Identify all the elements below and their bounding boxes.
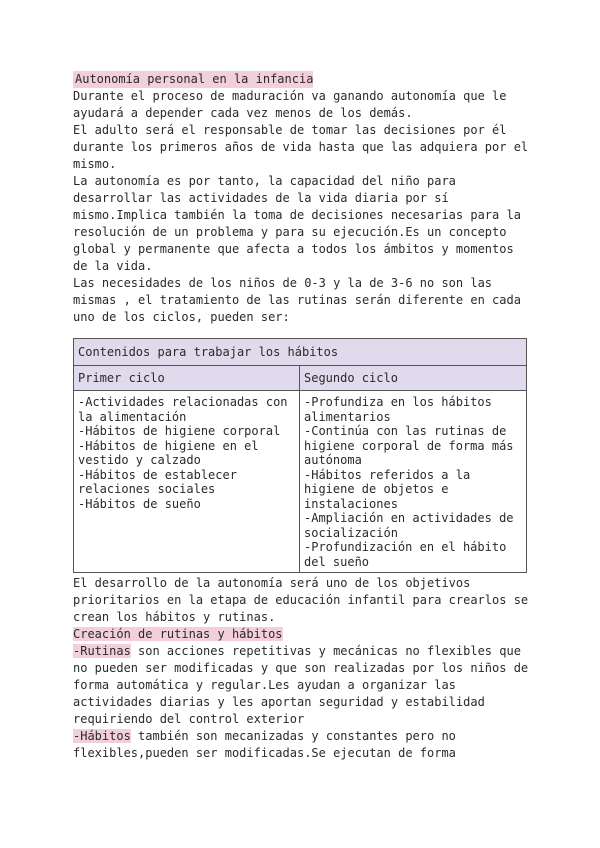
habitos-paragraph xyxy=(73,728,533,762)
col2-item: -Continúa con las rutinas de higiene corporal de forma más autónoma xyxy=(304,424,514,467)
after-table-paragraph: El desarrollo de la autonomía será uno de los objetivos prioritarios en la etapa de educación infantil para crearlos se crean los hábitos y rutinas. xyxy=(73,576,536,624)
col1-cell xyxy=(74,391,300,573)
intro-paragraph-3: La autonomía es por tanto, la capacidad del niño para desarrollar las actividades de la vida diaria por sí mismo.Implica también la toma de decisiones necesarias para la resolución de un problema y para su ejecución.Es un concepto global y permanente que afecta a todos los ámbitos y momentos de la vida. xyxy=(73,174,529,273)
col1-item: -Hábitos de sueño xyxy=(78,496,201,511)
intro-paragraph-2: El adulto será el responsable de tomar las decisiones por él durante los primeros años de vida hasta que las adquiera por el mismo. xyxy=(73,123,536,171)
col1-title: Primer ciclo xyxy=(74,366,300,391)
col2-title: Segundo ciclo xyxy=(300,366,527,391)
col1-item: -Hábitos de establecer relaciones sociales xyxy=(78,467,237,496)
col2-item: -Profundización en el hábito del sueño xyxy=(304,540,507,569)
col2-item: -Hábitos referidos a la higiene de objetos e instalaciones xyxy=(304,467,471,511)
section-title-line xyxy=(73,626,533,643)
col2-item: -Ampliación en actividades de socialización xyxy=(304,511,514,540)
rutinas-paragraph xyxy=(73,643,536,728)
rutinas-text: son acciones repetitivas y mecánicas no flexibles que no pueden ser modificadas y que son realizadas por los niños de forma automática y regular.Les ayudan a organizar las actividades diarias y les aportan seguridad y estabilidad requiriendo del control exterior xyxy=(73,644,536,726)
col1-item: -Hábitos de higiene en el vestido y calzado xyxy=(78,438,259,467)
habitos-term: -Hábitos xyxy=(73,729,131,743)
doc-title: Autonomía personal en la infancia xyxy=(75,72,314,86)
col2-item: -Profundiza en los hábitos alimentarios xyxy=(304,395,492,424)
section-title: Creación de rutinas y hábitos xyxy=(73,627,283,641)
rutinas-term: -Rutinas xyxy=(73,644,131,658)
intro-paragraph-1: Durante el proceso de maduración va ganando autonomía que le ayudará a depender cada vez menos de los demás. xyxy=(73,89,514,120)
col1-item: -Actividades relacionadas con la alimentación xyxy=(78,395,288,424)
col1-item: -Hábitos de higiene corporal xyxy=(78,424,281,438)
table-header: Contenidos para trabajar los hábitos xyxy=(74,339,527,366)
doc-title-line xyxy=(73,71,533,88)
document-page xyxy=(73,71,536,762)
intro-paragraph-4: Las necesidades de los niños de 0-3 y la de 3-6 no son las mismas , el tratamiento de las rutinas serán diferente en cada uno de los ciclos, pueden ser: xyxy=(73,276,529,324)
col2-cell xyxy=(300,391,527,573)
habitos-text: también son mecanizadas y constantes pero no flexibles,pueden ser modificadas.Se ejecutan de forma xyxy=(73,729,464,760)
habits-table xyxy=(73,338,527,573)
